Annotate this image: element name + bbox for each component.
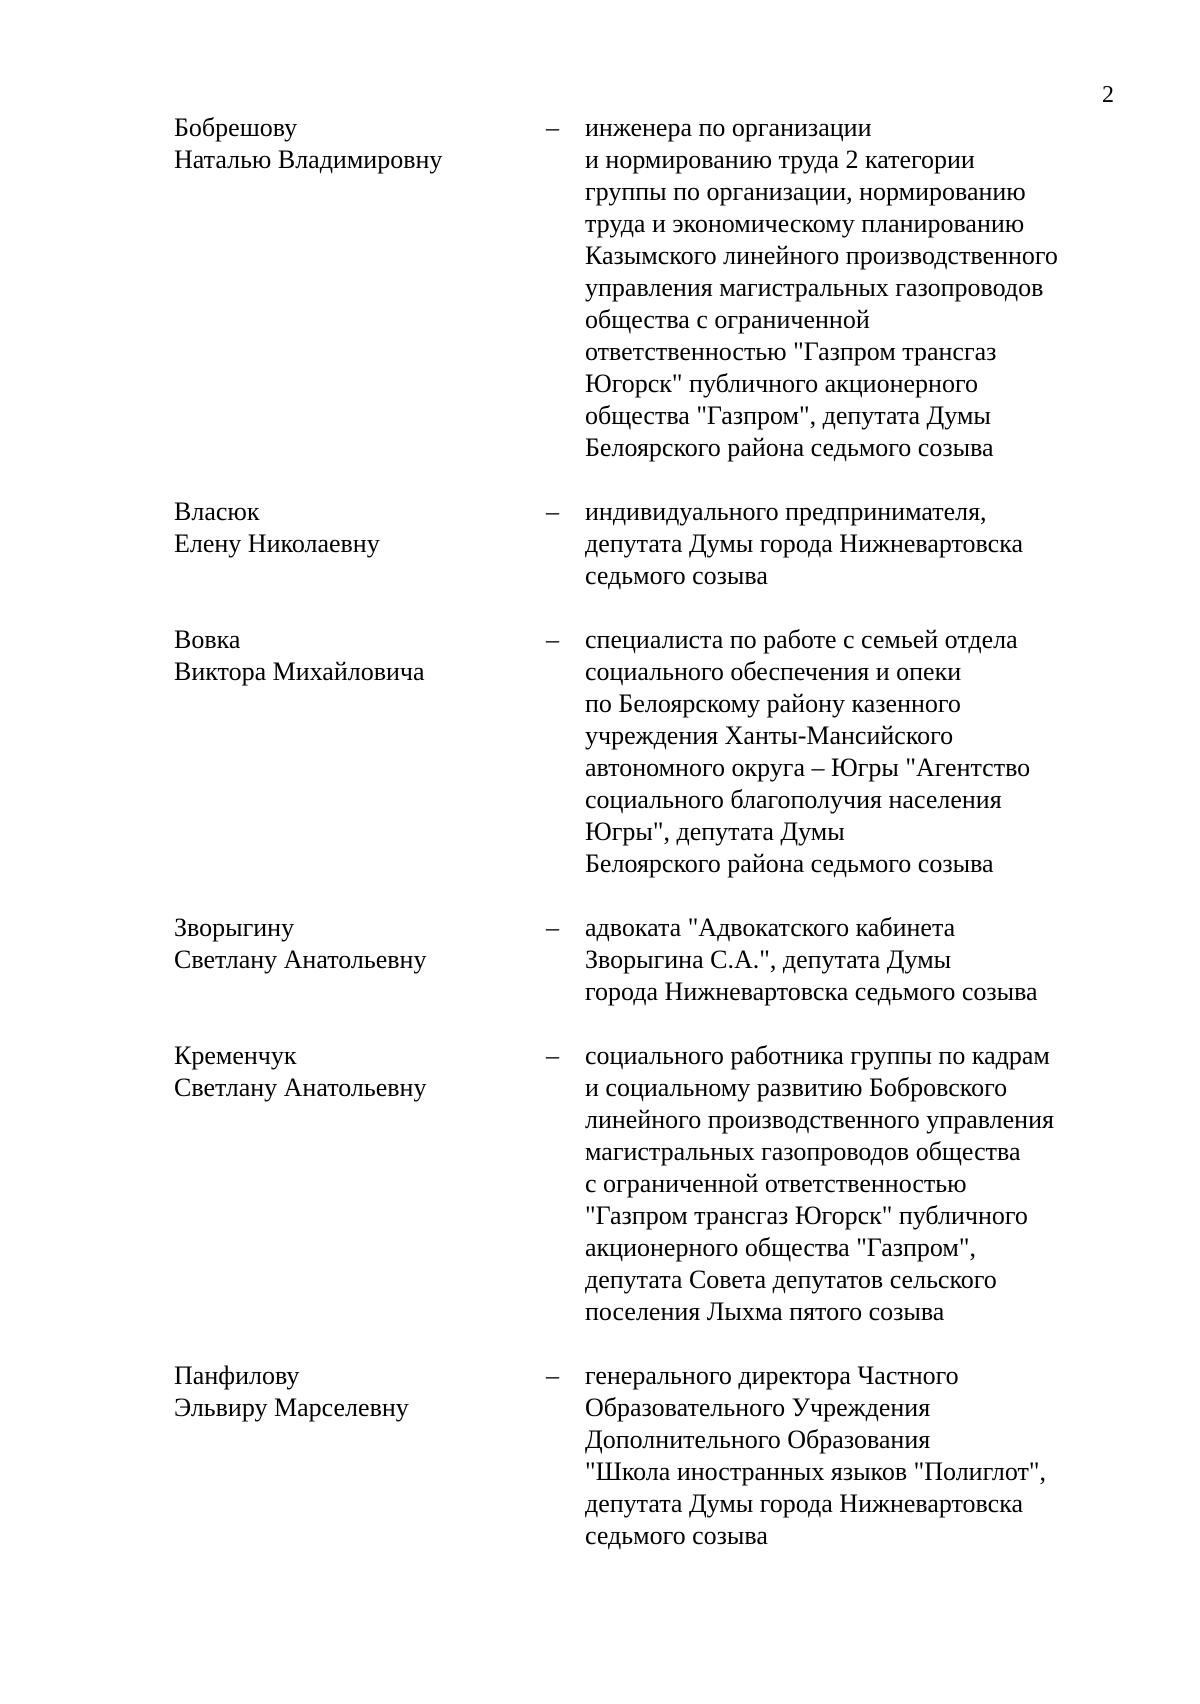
person-name [174, 912, 534, 976]
desc-line: учреждения Ханты-Мансийского [585, 721, 954, 750]
desc-line: депутата Думы города Нижневартовска [585, 1489, 1024, 1518]
person-name [174, 1360, 534, 1424]
dash: – [546, 913, 559, 942]
desc-line: автономного округа – Югры "Агентство [585, 753, 1031, 782]
dash: – [546, 625, 559, 654]
desc-line: депутата Думы города Нижневартовска [585, 529, 1024, 558]
person-name [174, 112, 534, 176]
desc-line: управления магистральных газопроводов [585, 273, 1044, 302]
desc-line: Казымского линейного производственного [585, 241, 1058, 270]
desc-line: социального работника группы по кадрам [585, 1041, 1050, 1070]
desc-line: Югорск" публичного акционерного [585, 369, 978, 398]
desc-line: Югры", депутата Думы [585, 817, 845, 846]
dash: – [546, 497, 559, 526]
surname: Власюк [174, 497, 260, 526]
desc-line: и социальному развитию Бобровского [585, 1073, 1008, 1102]
position-description [585, 1040, 1145, 1328]
surname: Вовка [174, 625, 241, 654]
position-description [585, 112, 1145, 464]
dash: – [546, 113, 559, 142]
desc-line: группы по организации, нормированию [585, 177, 1026, 206]
desc-line: Образовательного Учреждения [585, 1393, 931, 1422]
desc-line: Зворыгина С.А.", депутата Думы [585, 945, 952, 974]
desc-line: по Белоярскому району казенного [585, 689, 961, 718]
desc-line: социального обеспечения и опеки [585, 657, 962, 686]
desc-line: с ограниченной ответственностью [585, 1169, 967, 1198]
desc-line: труда и экономическому планированию [585, 209, 1025, 238]
surname: Бобрешову [174, 113, 298, 142]
given-names: Виктора Михайловича [174, 657, 425, 686]
desc-line: седьмого созыва [585, 1521, 768, 1550]
desc-line: линейного производственного управления [585, 1105, 1054, 1134]
desc-line: города Нижневартовска седьмого созыва [585, 977, 1038, 1006]
desc-line: поселения Лыхма пятого созыва [585, 1297, 945, 1326]
desc-line: адвоката "Адвокатского кабинета [585, 913, 956, 942]
given-names: Эльвиру Марселевну [174, 1393, 409, 1422]
desc-line: общества "Газпром", депутата Думы [585, 401, 991, 430]
desc-line: "Газпром трансгаз Югорск" публичного [585, 1201, 1028, 1230]
desc-line: Белоярского района седьмого созыва [585, 849, 994, 878]
given-names: Елену Николаевну [174, 529, 380, 558]
desc-line: седьмого созыва [585, 561, 768, 590]
desc-line: и нормированию труда 2 категории [585, 145, 975, 174]
desc-line: ответственностью "Газпром трансгаз [585, 337, 997, 366]
desc-line: Дополнительного Образования [585, 1425, 931, 1454]
desc-line: общества с ограниченной [585, 305, 870, 334]
desc-line: "Школа иностранных языков "Полиглот", [585, 1457, 1047, 1486]
desc-line: индивидуального предпринимателя, [585, 497, 987, 526]
desc-line: депутата Совета депутатов сельского [585, 1265, 997, 1294]
surname: Кременчук [174, 1041, 297, 1070]
position-description [585, 496, 1145, 592]
surname: Панфилову [174, 1361, 300, 1390]
position-description [585, 1360, 1145, 1552]
given-names: Наталью Владимировну [174, 145, 443, 174]
desc-line: магистральных газопроводов общества [585, 1137, 1021, 1166]
person-name [174, 1040, 534, 1104]
given-names: Светлану Анатольевну [174, 1073, 427, 1102]
desc-line: инженера по организации [585, 113, 872, 142]
position-description [585, 912, 1145, 1008]
desc-line: социального благополучия населения [585, 785, 1002, 814]
dash: – [546, 1361, 559, 1390]
page-number: 2 [1102, 82, 1114, 108]
given-names: Светлану Анатольевну [174, 945, 427, 974]
desc-line: акционерного общества "Газпром", [585, 1233, 976, 1262]
dash: – [546, 1041, 559, 1070]
surname: Зворыгину [174, 913, 295, 942]
person-name [174, 496, 534, 560]
position-description [585, 624, 1145, 880]
person-name [174, 624, 534, 688]
desc-line: Белоярского района седьмого созыва [585, 433, 994, 462]
desc-line: генерального директора Частного [585, 1361, 959, 1390]
desc-line: специалиста по работе с семьей отдела [585, 625, 1018, 654]
